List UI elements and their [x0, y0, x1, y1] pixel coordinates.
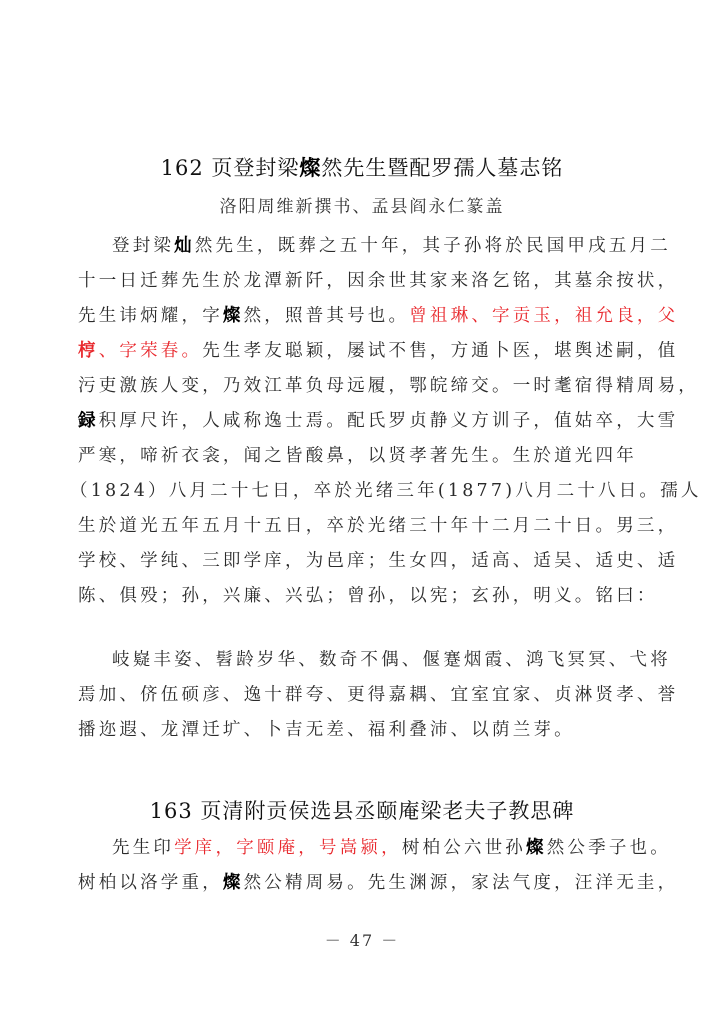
section1-title [0, 152, 724, 182]
red-annotation: 、字荣春。 [98, 341, 203, 361]
body-line-2 [78, 269, 678, 293]
body-line-9 [78, 514, 678, 538]
section2-title: 163 页清附贡侯选县丞颐庵梁老夫子教思碑 [149, 799, 575, 823]
text-span: 十一日迁葬先生於龙潭新阡，因余世其家来洛乞铭，其墓余按状， [78, 271, 679, 291]
text-span: （1824）八月二十七日，卒於光绪三年(1877)八月二十八日。孺人 [70, 481, 702, 501]
text-span: 先生孝友聪颖，屡试不售，方通卜医，堪舆述嗣，值 [202, 341, 679, 361]
body-line-10 [78, 549, 678, 573]
bold-char: 灿 [174, 236, 195, 256]
body-line-3 [78, 304, 678, 328]
text-span: 树柏以洛学重， [78, 873, 223, 893]
text-span: 生於道光五年五月十五日，卒於光绪三十年十二月二十日。男三， [78, 516, 679, 536]
title-text-pre: 162 页登封梁 [160, 156, 300, 180]
text-span: 登封梁 [112, 236, 175, 256]
body-line-7 [78, 444, 678, 468]
text-span: 然，照普其号也。 [243, 306, 410, 326]
body-line-1 [112, 234, 712, 258]
body-line-11 [78, 584, 678, 608]
red-bold-char: 梈 [78, 341, 99, 361]
section1-subtitle: 洛阳周维新撰书、孟县阎永仁篆盖 [219, 197, 505, 217]
text-span: 积厚尺许，人咸称逸士焉。配氏罗贞静义方训子，值姑卒，大雪 [98, 411, 679, 431]
red-annotation: 曾祖琳、字贡玉，祖允良，父 [409, 306, 679, 326]
text-span: 陈、俱殁；孙，兴廉、兴弘；曾孙，以宪；玄孙，明义。铭曰： [78, 586, 658, 606]
text-span: 先生讳炳耀，字 [78, 306, 223, 326]
text-span: 然公季子也。 [546, 838, 671, 858]
bold-char: 燦 [222, 873, 244, 893]
text-span: 污吏激族人变，乃效江革负母远履，鄂皖缔交。一时耄宿得精周易， [78, 376, 699, 396]
section2-line-1 [112, 836, 712, 860]
body-line-6 [78, 409, 678, 433]
bold-char: 燦 [526, 838, 547, 858]
inscription-line-1: 岐嶷丰姿、髫龄岁华、数奇不偶、偃蹇烟霞、鸿飞冥冥、弋将 [112, 650, 671, 670]
red-annotation: 学庠，字颐庵，号嵩颍， [174, 838, 402, 858]
inscription-line-2: 焉加、侪伍硕彦、逸十群夸、更得嘉耦、宜室宜家、贞淋贤孝、誉 [78, 685, 679, 705]
title-bold-char: 燦 [299, 155, 322, 180]
body-line-4 [78, 339, 678, 363]
page-number: － 47 － [324, 931, 400, 950]
inscription-line-3: 播迩遐、龙潭迁圹、卜吉无差、福利叠沛、以荫兰芽。 [78, 720, 575, 740]
body-line-5 [78, 374, 699, 398]
text-span: 严寒，啼祈衣衾，闻之皆酸鼻，以贤孝著先生。生於道光四年 [78, 446, 637, 466]
bold-char: 燦 [222, 306, 244, 326]
bold-char: 録 [78, 411, 99, 431]
text-span: 树柏公六世孙 [401, 838, 527, 858]
text-span: 然公精周易。先生渊源，家法气度，汪洋无圭， [243, 873, 679, 893]
title-text-post: 然先生暨配罗孺人墓志铭 [321, 156, 564, 180]
body-line-8 [70, 479, 702, 503]
text-span: 学校、学纯、三即学庠，为邑庠；生女四，适高、适吴、适史、适 [78, 551, 679, 571]
text-span: 先生印 [112, 838, 175, 858]
text-span: 然先生，既葬之五十年，其子孙将於民国甲戌五月二 [194, 236, 671, 256]
section2-line-2 [78, 871, 678, 895]
